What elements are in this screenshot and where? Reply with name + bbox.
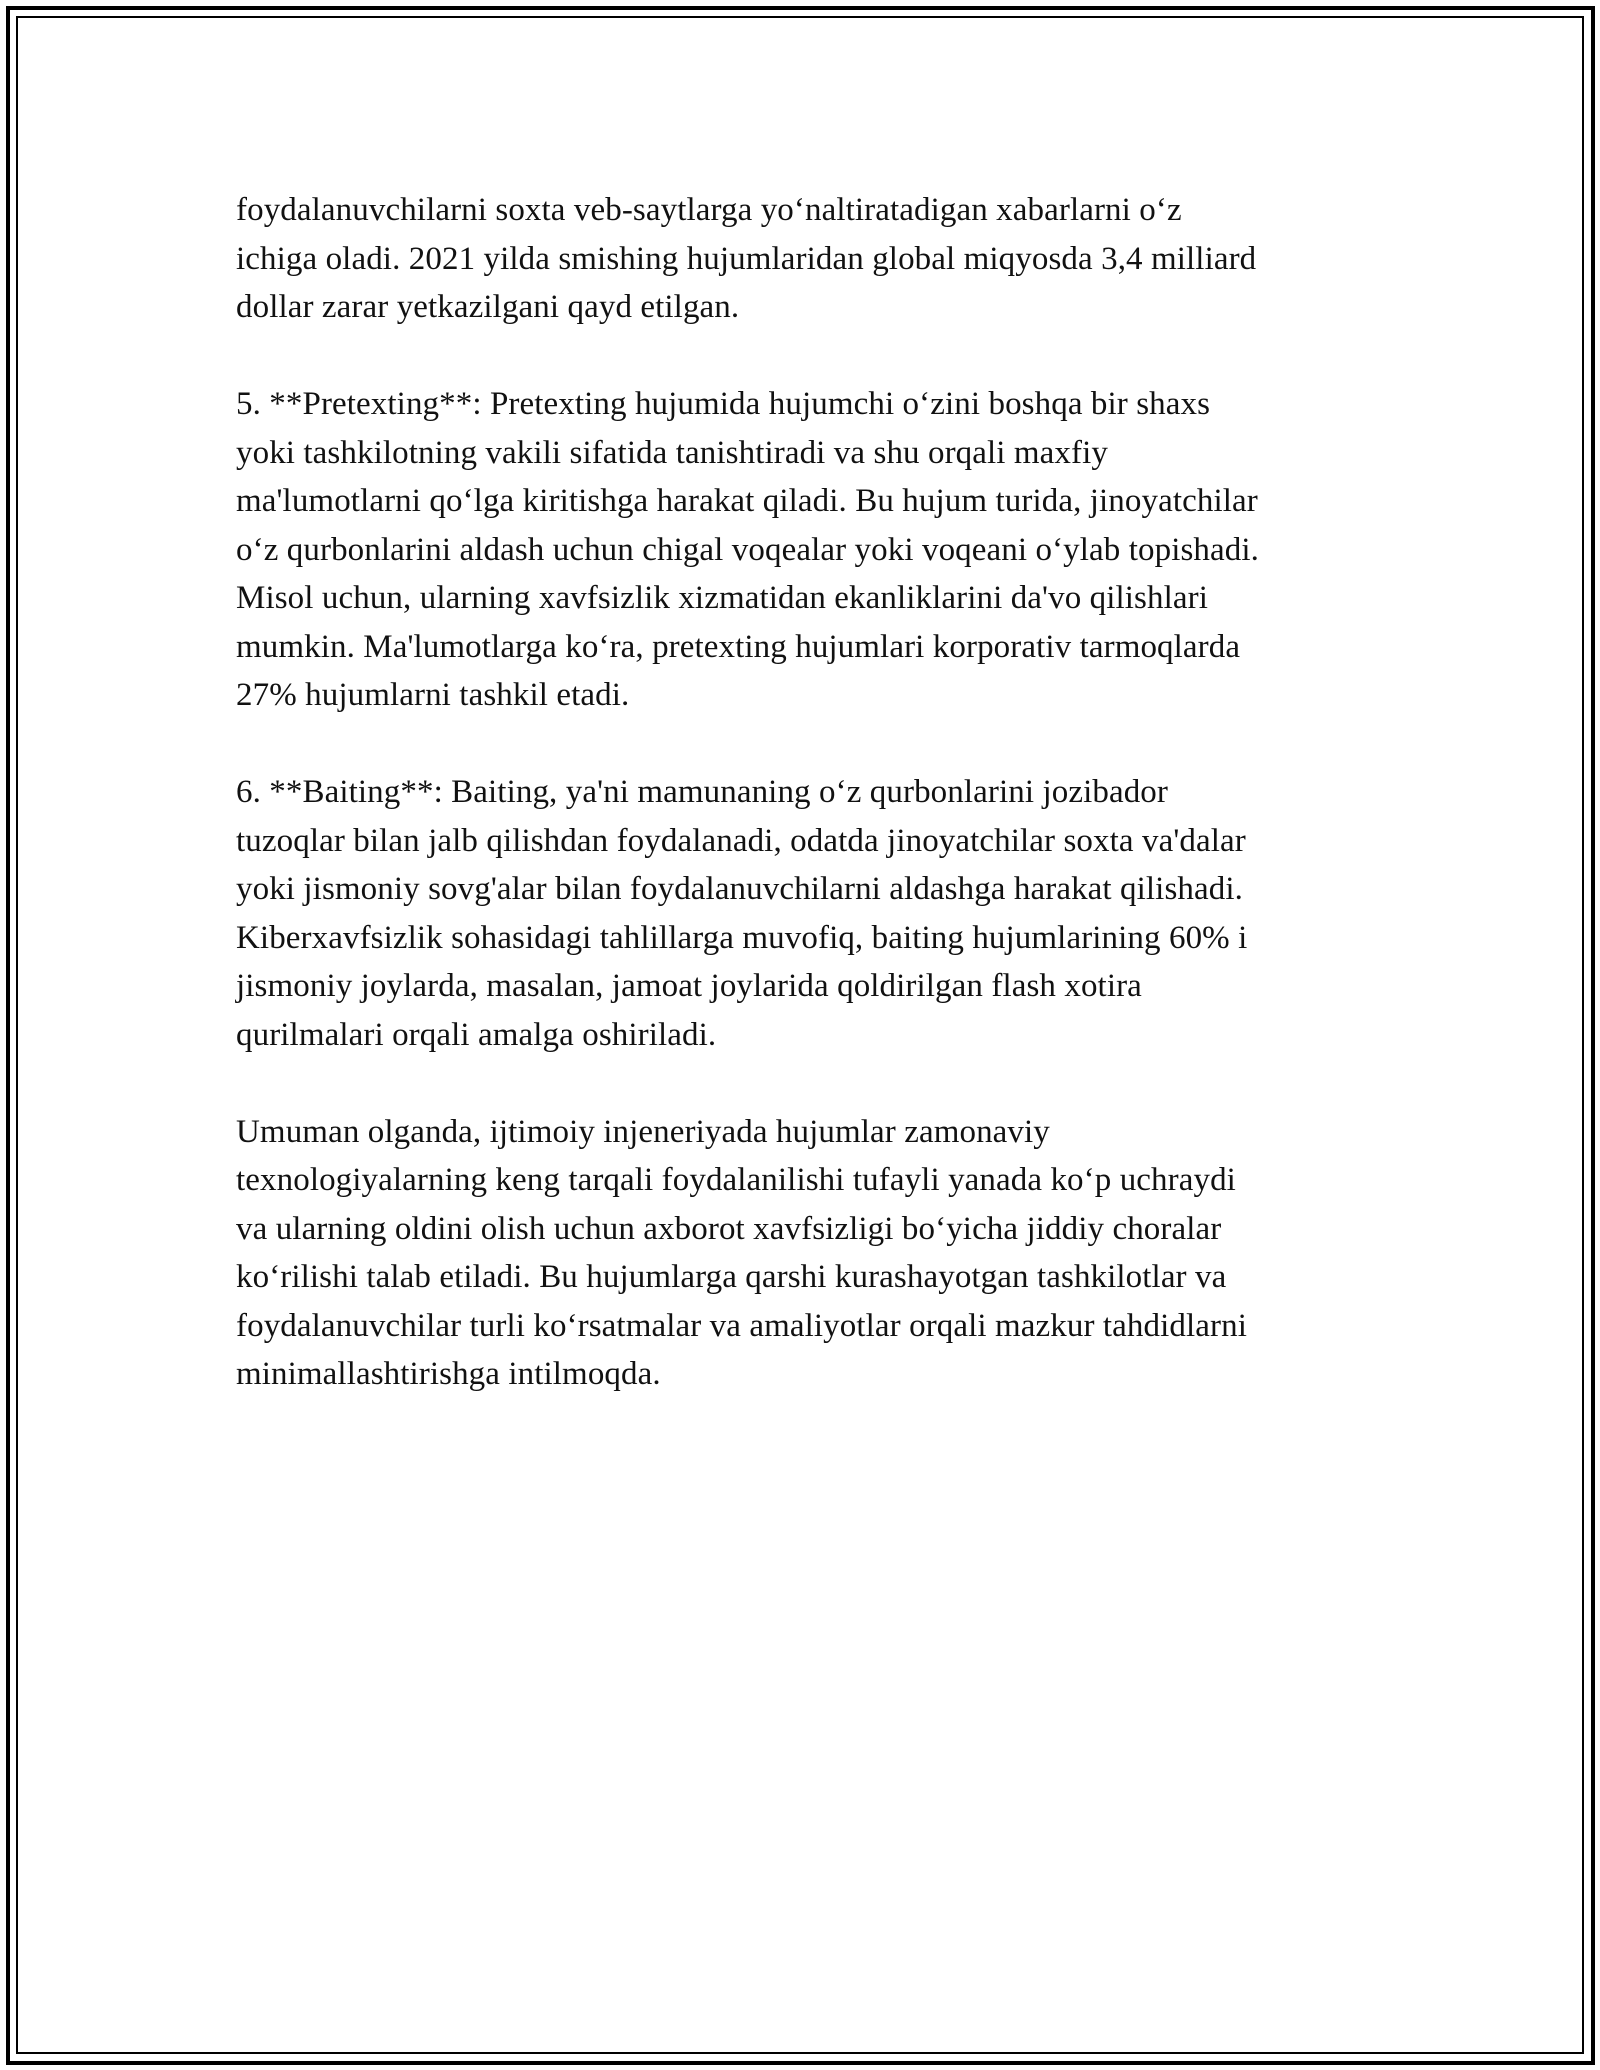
- text-line: va ularning oldini olish uchun axborot xavfsizligi bo‘yicha jiddiy choralar: [236, 1210, 1222, 1247]
- paragraph-pretexting: [236, 380, 1376, 720]
- text-line: texnologiyalarning keng tarqali foydalanilishi tufayli yanada ko‘p uchraydi: [236, 1162, 1236, 1198]
- text-line: ko‘rilishi talab etiladi. Bu hujumlarga qarshi kurashayotgan tashkilotlar va: [236, 1259, 1227, 1295]
- text-line: 27% hujumlarni tashkil etadi.: [236, 677, 630, 713]
- text-line: qurilmalari orqali amalga oshiriladi.: [236, 1016, 717, 1053]
- text-line: ma'lumotlarni qo‘lga kiritishga harakat qiladi. Bu hujum turida, jinoyatchilar: [236, 483, 1258, 519]
- text-line: mumkin. Ma'lumotlarga ko‘ra, pretexting hujumlari korporativ tarmoqlarda: [236, 628, 1241, 665]
- text-line: ichiga oladi. 2021 yilda smishing hujumlaridan global miqyosda 3,4 milliard: [236, 240, 1257, 277]
- document-body: [236, 186, 1376, 1447]
- text-line: 5. **Pretexting**: Pretexting hujumida hujumchi o‘zini boshqa bir shaxs: [236, 386, 1211, 422]
- text-line: tuzoqlar bilan jalb qilishdan foydalanadi, odatda jinoyatchilar soxta va'dalar: [236, 822, 1246, 859]
- text-line: yoki tashkilotning vakili sifatida tanishtiradi va shu orqali maxfiy: [236, 434, 1108, 471]
- text-line: o‘z qurbonlarini aldash uchun chigal voqealar yoki voqeani o‘ylab topishadi.: [236, 531, 1259, 568]
- text-line: minimallashtirishga intilmoqda.: [236, 1356, 661, 1392]
- text-line: foydalanuvchilarni soxta veb-saytlarga yo‘naltiratadigan xabarlarni o‘z: [236, 192, 1182, 228]
- text-line: dollar zarar yetkazilgani qayd etilgan.: [236, 289, 740, 325]
- text-line: 6. **Baiting**: Baiting, ya'ni mamunaning o‘z qurbonlarini jozibador: [236, 774, 1168, 810]
- text-line: Misol uchun, ularning xavfsizlik xizmatidan ekanliklarini da'vo qilishlari: [236, 580, 1208, 616]
- text-line: jismoniy joylarda, masalan, jamoat joylarida qoldirilgan flash xotira: [236, 968, 1142, 1004]
- paragraph-baiting: [236, 768, 1376, 1059]
- text-line: Umuman olganda, ijtimoiy injeneriyada hujumlar zamonaviy: [236, 1113, 1050, 1150]
- text-line: Kiberxavfsizlik sohasidagi tahlillarga muvofiq, baiting hujumlarining 60% i: [236, 919, 1248, 956]
- text-line: yoki jismoniy sovg'alar bilan foydalanuvchilarni aldashga harakat qilishadi.: [236, 871, 1243, 907]
- text-line: foydalanuvchilar turli ko‘rsatmalar va amaliyotlar orqali mazkur tahdidlarni: [236, 1307, 1247, 1344]
- paragraph-conclusion: [236, 1108, 1376, 1399]
- paragraph-smishing-continuation: [236, 186, 1376, 332]
